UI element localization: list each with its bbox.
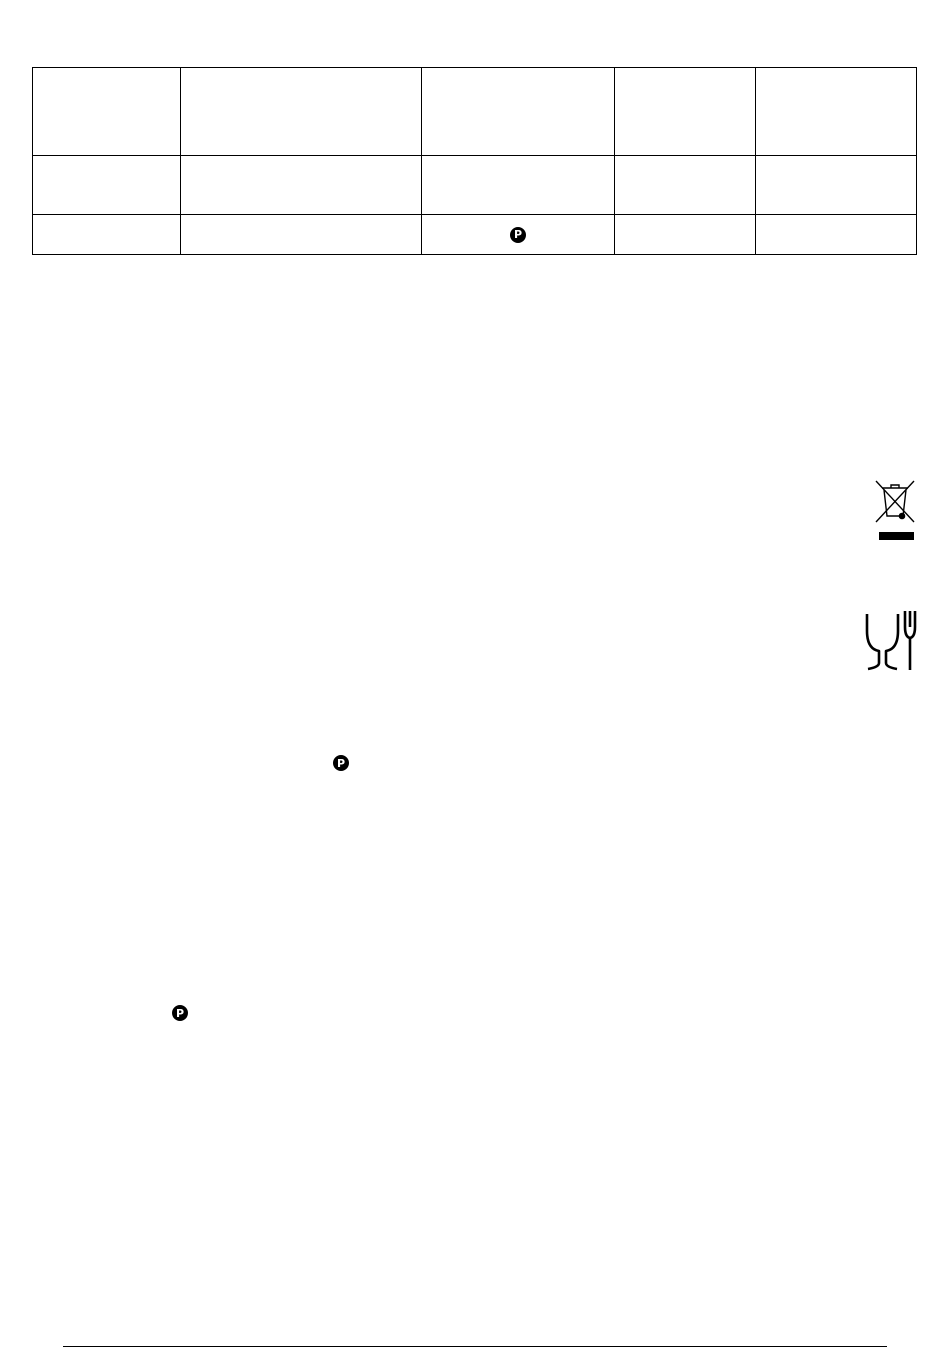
table-cell	[615, 215, 756, 255]
p-badge-icon: P	[172, 1005, 188, 1021]
table-cell	[33, 156, 181, 215]
glass-and-fork-icon	[864, 609, 918, 671]
spec-table	[32, 67, 917, 255]
table-cell	[756, 215, 917, 255]
table-cell	[181, 68, 422, 156]
table-cell	[422, 68, 615, 156]
p-badge-icon: P	[510, 227, 526, 243]
table-row	[33, 68, 917, 156]
footer-divider	[63, 1346, 887, 1347]
table-row	[33, 215, 917, 255]
p-badge-icon: P	[333, 755, 349, 771]
table-cell	[756, 68, 917, 156]
table-cell	[615, 68, 756, 156]
table-cell	[33, 215, 181, 255]
table-row	[33, 156, 917, 215]
table-cell	[33, 68, 181, 156]
table-cell-with-badge	[422, 215, 615, 255]
table-cell	[181, 215, 422, 255]
table-cell	[615, 156, 756, 215]
table-cell	[756, 156, 917, 215]
table-cell	[422, 156, 615, 215]
table-cell	[181, 156, 422, 215]
crossed-out-wheelie-bin-icon	[872, 478, 918, 540]
